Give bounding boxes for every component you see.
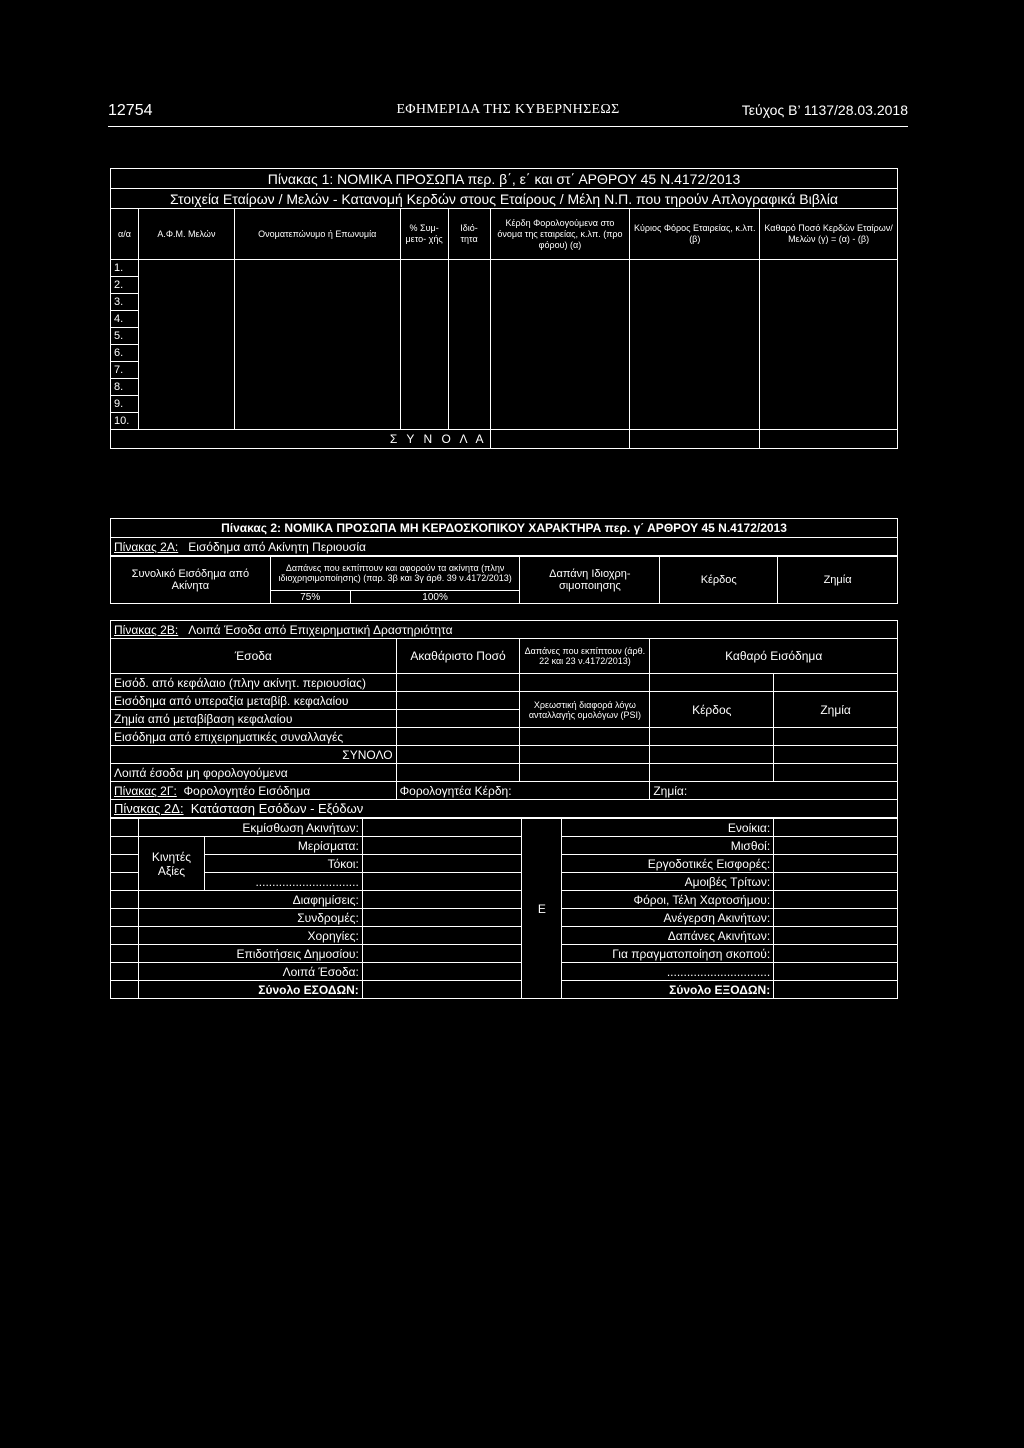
col-deductions: Δαπάνες που εκπίπτουν (άρθ. 22 και 23 ν.4172/2013) — [520, 639, 650, 674]
income-label: Χορηγίες: — [138, 927, 362, 945]
table-2b — [110, 620, 898, 818]
e-marker: Ε — [522, 819, 562, 999]
table-1-total: Σ Υ Ν Ο Λ Α — [111, 430, 491, 449]
row-capital-gain: Εισόδημα από υπεραξία μεταβίβ. κεφαλαίου — [111, 692, 397, 710]
expense-label: ............................... — [562, 963, 774, 981]
table-2-title: Πίνακας 2: ΝΟΜΙΚΑ ΠΡΟΣΩΠΑ ΜΗ ΚΕΡΔΟΣΚΟΠΙΚΟΥ ΧΑΡΑΚΤΗΡΑ περ. γ΄ ΑΡΘΡΟΥ 45 Ν.4172/2013 — [111, 519, 898, 538]
row-non-taxable: Λοιπά έσοδα μη φορολογούμενα — [111, 764, 397, 782]
table-1-title: Πίνακας 1: ΝΟΜΙΚΑ ΠΡΟΣΩΠΑ περ. β΄, ε΄ και στ΄ ΑΡΘΡΟΥ 45 Ν.4172/2013 — [111, 169, 898, 189]
row-business-income: Εισόδημα από επιχειρηματικές συναλλαγές — [111, 728, 397, 746]
b-profit: Κέρδος — [650, 692, 774, 728]
row-number: 8. — [111, 379, 139, 396]
col-role: Ιδιό- τητα — [448, 209, 490, 260]
table-1 — [110, 168, 898, 449]
table-row — [111, 345, 898, 362]
income-label: Σύνολο ΕΣΟΔΩΝ: — [138, 981, 362, 999]
expense-label: Αμοιβές Τρίτων: — [562, 873, 774, 891]
issue-info: Τεύχος Β’ 1137/28.03.2018 — [741, 102, 908, 118]
table-2d-label: Πίνακας 2Δ: — [114, 801, 184, 816]
income-label: ............................... — [204, 873, 362, 891]
table-row — [111, 379, 898, 396]
securities-label: Κινητές Αξίες — [138, 837, 204, 891]
table-2d — [110, 818, 898, 999]
psi-note: Χρεωστική διαφορά λόγω ανταλλαγής ομολόγων (PSI) — [520, 692, 650, 728]
table-row — [111, 837, 898, 855]
income-label: Εκμίσθωση Ακινήτων: — [138, 819, 362, 837]
row-number: 3. — [111, 294, 139, 311]
income-label: Επιδοτήσεις Δημοσίου: — [138, 945, 362, 963]
col-loss: Ζημία — [778, 556, 898, 604]
table-row — [111, 855, 898, 873]
col-gross: Ακαθάριστο Ποσό — [396, 639, 520, 674]
row-number: 6. — [111, 345, 139, 362]
row-number: 9. — [111, 396, 139, 413]
table-2b-label: Πίνακας 2Β: — [114, 622, 179, 637]
expense-label: Εργοδοτικές Εισφορές: — [562, 855, 774, 873]
table-row — [111, 891, 898, 909]
row-total: ΣΥΝΟΛΟ — [111, 746, 397, 764]
col-net-income: Καθαρό Εισόδημα — [650, 639, 898, 674]
col-total-income: Συνολικό Εισόδημα από Ακίνητα — [111, 556, 271, 604]
table-row — [111, 819, 898, 837]
expense-label: Φόροι, Τέλη Χαρτοσήμου: — [562, 891, 774, 909]
row-number: 4. — [111, 311, 139, 328]
row-number: 2. — [111, 277, 139, 294]
expense-label: Ενοίκια: — [562, 819, 774, 837]
table-row — [111, 362, 898, 379]
row-number: 1. — [111, 260, 139, 277]
table-row — [111, 294, 898, 311]
col-afm: Α.Φ.Μ. Μελών — [138, 209, 234, 260]
table-row — [111, 873, 898, 891]
table-row — [111, 396, 898, 413]
expense-label: Για πραγματοποίηση σκοπού: — [562, 945, 774, 963]
expense-label: Δαπάνες Ακινήτων: — [562, 927, 774, 945]
income-label: Τόκοι: — [204, 855, 362, 873]
expense-label: Ανέγερση Ακινήτων: — [562, 909, 774, 927]
b-loss: Ζημία — [774, 692, 898, 728]
row-number: 5. — [111, 328, 139, 345]
income-label: Συνδρομές: — [138, 909, 362, 927]
income-label: Διαφημίσεις: — [138, 891, 362, 909]
col-own-use: Δαπάνη Ιδιοχρη- σιμοποιησης — [520, 556, 660, 604]
row-number: 7. — [111, 362, 139, 379]
income-label: Μερίσματα: — [204, 837, 362, 855]
col-net: Καθαρό Ποσό Κερδών Εταίρων/Μελών (γ) = (α) - (β) — [760, 209, 898, 260]
table-row — [111, 413, 898, 430]
table-row — [111, 963, 898, 981]
table-row — [111, 277, 898, 294]
col-revenue: Έσοδα — [111, 639, 397, 674]
gazette-title: ΕΦΗΜΕΡΙΔΑ ΤΗΣ ΚΥΒΕΡΝΗΣΕΩΣ — [396, 102, 620, 117]
row-number: 10. — [111, 413, 139, 430]
pct-100: 100% — [350, 591, 520, 604]
taxable-profits: Φορολογητέα Κέρδη: — [396, 782, 650, 800]
income-label: Λοιπά Έσοδα: — [138, 963, 362, 981]
table-2a — [110, 555, 898, 604]
table-2g-title: Φορολογητέο Εισόδημα — [183, 783, 311, 798]
row-capital-income: Εισόδ. από κεφάλαιο (πλην ακίνητ. περιουσίας) — [111, 674, 397, 692]
table-row — [111, 328, 898, 345]
col-profits: Κέρδη Φορολογούμενα στο όνομα της εταιρείας, κ.λπ. (προ φόρου) (α) — [490, 209, 630, 260]
pct-75: 75% — [270, 591, 350, 604]
table-2g-label: Πίνακας 2Γ: — [114, 783, 177, 798]
col-aa: α/α — [111, 209, 139, 260]
expense-label: Σύνολο ΕΞΟΔΩΝ: — [562, 981, 774, 999]
expense-label: Μισθοί: — [562, 837, 774, 855]
table-2a-title: Εισόδημα από Ακίνητη Περιουσία — [188, 540, 366, 554]
table-row — [111, 311, 898, 328]
table-2a-label: Πίνακας 2Α: — [114, 540, 179, 554]
table-2-header — [110, 518, 898, 557]
row-capital-loss: Ζημία από μεταβίβαση κεφαλαίου — [111, 710, 397, 728]
table-row — [111, 945, 898, 963]
taxable-loss: Ζημία: — [650, 782, 898, 800]
table-2d-title: Κατάσταση Εσόδων - Εξόδων — [190, 801, 364, 816]
col-tax: Κύριος Φόρος Εταιρείας, κ.λπ. (β) — [630, 209, 760, 260]
col-profit: Κέρδος — [660, 556, 778, 604]
table-row — [111, 909, 898, 927]
table-1-subtitle: Στοιχεία Εταίρων / Μελών - Κατανομή Κερδών στους Εταίρους / Μέλη Ν.Π. που τηρούν Απλογραφικά Βιβλία — [111, 189, 898, 209]
page-number: 12754 — [108, 102, 153, 119]
table-row — [111, 260, 898, 277]
col-deductible: Δαπάνες που εκπίπτουν και αφορούν τα ακίνητα (πλην ιδιοχρησιμοποίησης) (παρ. 3β και 3γ άρθ. 39 ν.4172/2013) — [270, 556, 520, 591]
col-name: Ονοματεπώνυμο ή Επωνυμία — [234, 209, 400, 260]
page-header — [108, 100, 908, 127]
table-row — [111, 927, 898, 945]
col-share: % Συμ- μετο- χής — [400, 209, 448, 260]
table-row — [111, 981, 898, 999]
table-2b-title: Λοιπά Έσοδα από Επιχειρηματική Δραστηριότητα — [188, 622, 453, 637]
